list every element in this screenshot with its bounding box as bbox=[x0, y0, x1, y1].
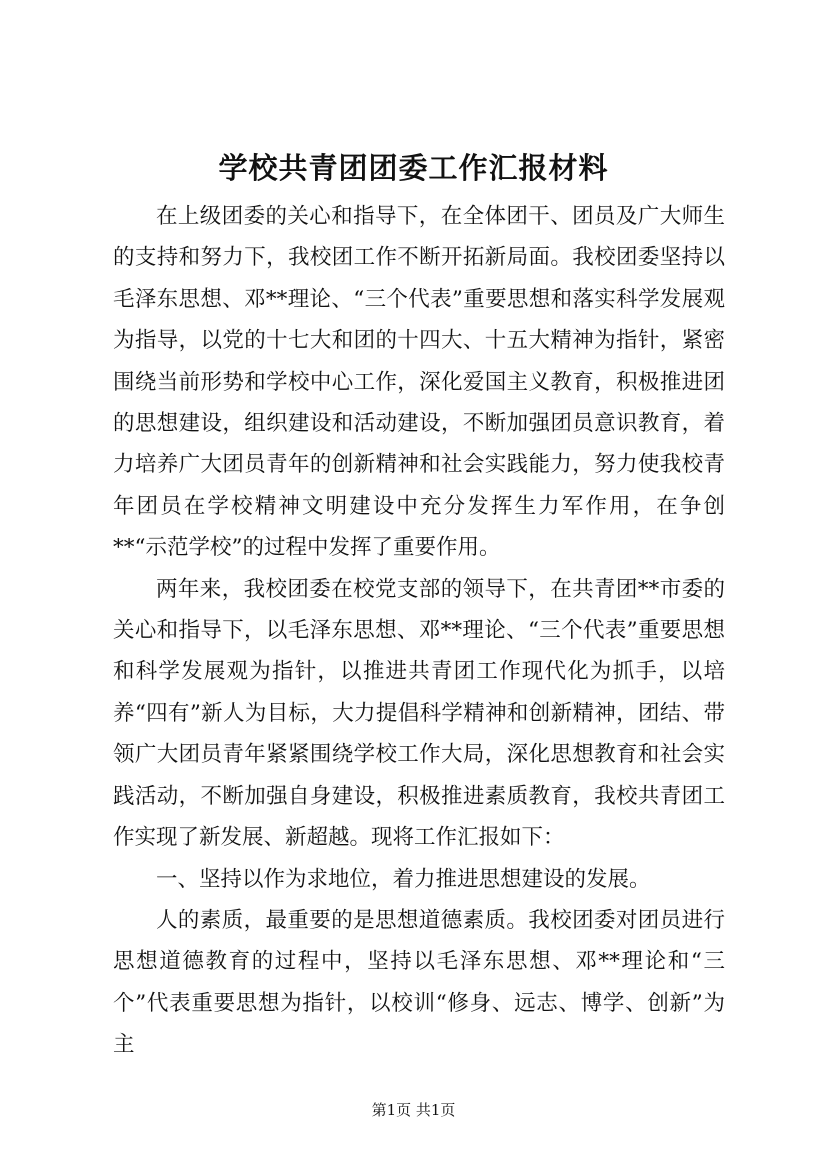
paragraph-1: 在上级团委的关心和指导下，在全体团干、团员及广大师生的支持和努力下，我校团工作不断开拓新局面。我校团委坚持以毛泽东思想、邓**理论、“三个代表”重要思想和落实科学发展观为指导，以党的十七大和团的十四大、十五大精神为指针，紧密围绕当前形势和学校中心工作，深化爱国主义教育，积极推进团的思想建设，组织建设和活动建设，不断加强团员意识教育，着力培养广大团员青年的创新精神和社会实践能力，努力使我校青年团员在学校精神文明建设中充分发挥生力军作用，在争创**“示范学校”的过程中发挥了重要作用。 bbox=[113, 204, 725, 561]
paragraph-4: 人的素质，最重要的是思想道德素质。我校团委对团员进行思想道德教育的过程中，坚持以毛泽东思想、邓**理论和“三个”代表重要思想为指针，以校训“修身、远志、博学、创新”为主 bbox=[113, 907, 725, 1058]
document-body bbox=[113, 196, 725, 1066]
page-footer: 第1页 共1页 bbox=[371, 1101, 456, 1119]
paragraph-3: 一、坚持以作为求地位，着力推进思想建设的发展。 bbox=[156, 866, 651, 892]
paragraph-2: 两年来，我校团委在校党支部的领导下，在共青团**市委的关心和指导下，以毛泽东思想、邓**理论、“三个代表”重要思想和科学发展观为指针，以推进共青团工作现代化为抓手，以培养“四有”新人为目标，大力提倡科学精神和创新精神，团结、带领广大团员青年紧紧围绕学校工作大局，深化思想教育和社会实践活动，不断加强自身建设，积极推进素质教育，我校共青团工作实现了新发展、新超越。现将工作汇报如下： bbox=[113, 576, 725, 851]
document-title: 学校共青团团委工作汇报材料 bbox=[218, 151, 609, 185]
